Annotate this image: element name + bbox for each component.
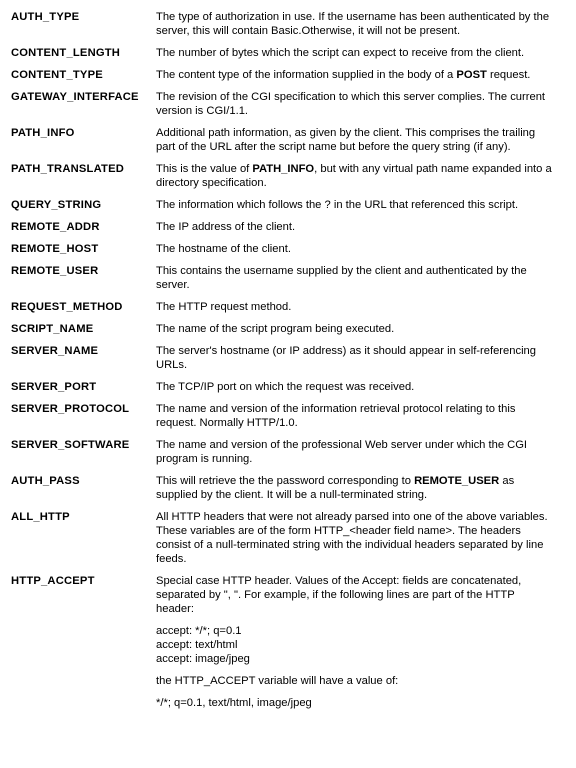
example-line: accept: image/jpeg bbox=[156, 653, 250, 665]
example-line: accept: */*; q=0.1 bbox=[156, 625, 242, 637]
table-row-http-accept bbox=[0, 574, 576, 710]
table-row-auth-type bbox=[0, 10, 576, 38]
variable-description: The name and version of the professional Web server under which the CGI program is running. bbox=[156, 439, 528, 465]
variable-description bbox=[156, 574, 560, 710]
table-row-script-name bbox=[0, 322, 576, 336]
description-text: Special case HTTP header. Values of the Accept: fields are concatenated, separated by ", ". For example, if the following lines are part of the HTTP header: bbox=[156, 575, 522, 615]
variable-description: The hostname of the client. bbox=[156, 243, 291, 255]
table-row-remote-addr bbox=[0, 220, 576, 234]
table-row-server-protocol bbox=[0, 402, 576, 430]
variable-description: The name of the script program being executed. bbox=[156, 323, 395, 335]
variable-name: SERVER_NAME bbox=[11, 345, 99, 357]
variable-description: The name and version of the information retrieval protocol relating to this request. Normally HTTP/1.0. bbox=[156, 403, 516, 429]
description-bold-term: REMOTE_USER bbox=[414, 475, 500, 487]
table-row-path-info bbox=[0, 126, 576, 154]
table-row-remote-host bbox=[0, 242, 576, 256]
description-text: as supplied by the client. It will be a null-terminated string. bbox=[156, 475, 515, 501]
table-row-server-name bbox=[0, 344, 576, 372]
variable-name: PATH_INFO bbox=[11, 127, 75, 139]
variable-name: AUTH_PASS bbox=[11, 475, 80, 487]
variable-name: REMOTE_HOST bbox=[11, 243, 99, 255]
variable-description: The TCP/IP port on which the request was received. bbox=[156, 381, 415, 393]
table-row-all-http bbox=[0, 510, 576, 566]
table-row-remote-user bbox=[0, 264, 576, 292]
example-explanation: the HTTP_ACCEPT variable will have a value of: bbox=[156, 675, 399, 687]
variable-description bbox=[156, 162, 560, 190]
variable-name: REMOTE_USER bbox=[11, 265, 99, 277]
variable-name: REMOTE_ADDR bbox=[11, 221, 100, 233]
table-row-content-type bbox=[0, 68, 576, 82]
example-line: accept: text/html bbox=[156, 639, 238, 651]
table-row-request-method bbox=[0, 300, 576, 314]
variable-name: REQUEST_METHOD bbox=[11, 301, 123, 313]
variable-description: The HTTP request method. bbox=[156, 301, 292, 313]
variable-name: AUTH_TYPE bbox=[11, 11, 80, 23]
variable-description: The revision of the CGI specification to which this server complies. The current version is CGI/1.1. bbox=[156, 91, 546, 117]
variable-description: All HTTP headers that were not already parsed into one of the above variables. These variables are of the form HTTP_<header field name>. The headers consist of a null-terminated string with the individual headers separated by line feeds. bbox=[156, 511, 548, 565]
variable-description: The information which follows the ? in the URL that referenced this script. bbox=[156, 199, 519, 211]
description-bold-term: PATH_INFO bbox=[252, 163, 315, 175]
variable-name: SERVER_PORT bbox=[11, 381, 97, 393]
table-row-auth-pass bbox=[0, 474, 576, 502]
variable-name: SCRIPT_NAME bbox=[11, 323, 94, 335]
variable-name: SERVER_PROTOCOL bbox=[11, 403, 130, 415]
description-text: , but with any virtual path name expanded into a directory specification. bbox=[156, 163, 552, 189]
table-row-content-length bbox=[0, 46, 576, 60]
variable-name: CONTENT_LENGTH bbox=[11, 47, 121, 59]
variable-description bbox=[156, 68, 560, 82]
table-row-server-port bbox=[0, 380, 576, 394]
variable-name: SERVER_SOFTWARE bbox=[11, 439, 130, 451]
variable-description: This contains the username supplied by the client and authenticated by the server. bbox=[156, 265, 527, 291]
variable-description: The number of bytes which the script can expect to receive from the client. bbox=[156, 47, 525, 59]
variable-description: The type of authorization in use. If the username has been authenticated by the server, this will contain Basic.Otherwise, it will not be present. bbox=[156, 11, 550, 37]
description-bold-term: POST bbox=[456, 69, 487, 81]
description-text: request. bbox=[486, 69, 531, 81]
variable-description: Additional path information, as given by the client. This comprises the trailing part of the URL after the script name but before the query string (if any). bbox=[156, 127, 536, 153]
description-text: This will retrieve the the password corresponding to bbox=[156, 475, 415, 487]
variable-name: QUERY_STRING bbox=[11, 199, 102, 211]
variable-name: GATEWAY_INTERFACE bbox=[11, 91, 139, 103]
variable-name: ALL_HTTP bbox=[11, 511, 70, 523]
description-text: The content type of the information supplied in the body of a bbox=[156, 69, 457, 81]
table-row-gateway-interface bbox=[0, 90, 576, 118]
table-row-path-translated bbox=[0, 162, 576, 190]
table-row-query-string bbox=[0, 198, 576, 212]
example-result: */*; q=0.1, text/html, image/jpeg bbox=[156, 697, 312, 709]
table-row-server-software bbox=[0, 438, 576, 466]
variable-name: PATH_TRANSLATED bbox=[11, 163, 125, 175]
variable-description bbox=[156, 474, 560, 502]
header-example-lines bbox=[156, 624, 554, 666]
variable-description: The server's hostname (or IP address) as it should appear in self-referencing URLs. bbox=[156, 345, 537, 371]
variable-name: CONTENT_TYPE bbox=[11, 69, 103, 81]
variable-name: HTTP_ACCEPT bbox=[11, 575, 95, 587]
description-text: This is the value of bbox=[156, 163, 253, 175]
variable-description: The IP address of the client. bbox=[156, 221, 296, 233]
